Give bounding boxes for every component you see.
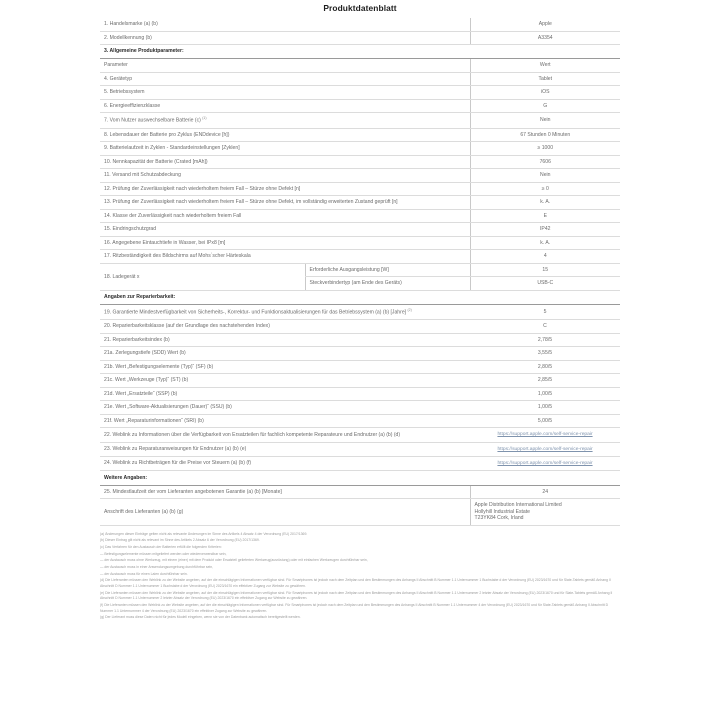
table-row (100, 250, 620, 264)
footnote: (b) Dieser Eintrag gilt nicht als relevant im Sinne des Artikels 2 Absatz 6 der Verordnung (EU) 2017/1369. (100, 538, 260, 543)
row-label: 15. Eindringschutzgrad (100, 223, 470, 237)
table-row (100, 196, 620, 210)
row-label: 23. Weblink zu Reparaturanweisungen für Endnutzer (a) (b) (e) (100, 442, 470, 456)
row-label: 21. Reparierbarkeitsindex (b) (100, 333, 470, 347)
table-row (100, 387, 620, 401)
row-value: G (470, 99, 620, 113)
row-label: 12. Prüfung der Zuverlässigkeit nach wiederholtem freiem Fall – Stürze ohne Defekt [n] (100, 182, 470, 196)
footnote: (e) Die Lieferanten müssen den Weblink zu der Website angeben, auf der die einschlägigen Informationen verfügbar sind. Für Smartphones ist jedoch nach dem Zeitplan und den Bestimmungen des Anhangs II Abschnitt B Nummer 1.1 Unternummer 2 letzter Absatz der Verordnung (EU) 2023/1670 und für Slate-Tablets gemäß Anhang II Abschnitt D Nummer 1.1 Unternummer 2 letzter Absatz der Verordnung (EU) 2023/1670 ein effektiver Zugang zur Website zu gewähren. (100, 590, 613, 601)
row-value: 2,80/5 (470, 360, 620, 374)
footnote: — der Austausch muss in einer Anwendungsumgebung durchführbar sein, (100, 565, 214, 569)
row-label: 16. Angegebene Eintauchtiefe in Wasser, bei IPx8 [m] (100, 236, 470, 250)
supplier-address (470, 499, 620, 526)
row-value: 2,78/5 (470, 333, 620, 347)
row-label: 25. Mindestlaufzeit der vom Lieferanten angebotenen Garantie (a) (b) [Monate] (100, 485, 470, 499)
row-value: ≥ 0 (470, 182, 620, 196)
table-row (100, 305, 620, 320)
table-row (100, 360, 620, 374)
row-value: 5 (470, 305, 620, 320)
row-label: 21f. Wert „Reparaturinformationen“ (SRI) (b) (100, 414, 470, 428)
support-weblink[interactable]: https://support.apple.com/self-service-repair (497, 460, 593, 466)
row-label: 6. Energieeffizienzklasse (100, 99, 470, 113)
row-value: C (470, 320, 620, 334)
supplier-row (100, 499, 620, 526)
row-value: 7606 (470, 155, 620, 169)
row-value (470, 442, 620, 456)
row-value: E (470, 209, 620, 223)
row-label: 10. Nennkapazität der Batterie (Crated [mAh]) (100, 155, 470, 169)
column-header-parameter: Parameter (100, 59, 470, 73)
section-header-repairability (100, 290, 620, 304)
address-line: Hollyhill Industrial Estate (474, 508, 531, 515)
page-title: Produktdatenblatt (323, 3, 397, 13)
footnote: — Befestigungselemente müssen mitgeliefert werden oder wiederverwendbar sein, (100, 551, 227, 556)
row-label: 7. Vom Nutzer auswechselbare Batterie (c) $^{(1)}$ (100, 113, 470, 128)
table-row (100, 86, 620, 100)
table-row (100, 169, 620, 183)
section-label: 3. Allgemeine Produktparameter: (100, 45, 620, 59)
row-value: k. A. (470, 196, 620, 210)
row-label: 21c. Wert „Werkzeuge (Typ)“ (ST) (b) (100, 374, 470, 388)
charger-label: 18. Ladegerät x (100, 263, 305, 290)
table-row (100, 209, 620, 223)
row-value: Nein (470, 113, 620, 128)
table-row (100, 401, 620, 415)
row-label: 4. Gerätetyp (100, 72, 470, 86)
section-label: Weitere Angaben: (100, 471, 620, 485)
row-value: Tablet (470, 72, 620, 86)
footnote: — der Austausch muss ohne Werkzeug, mit einem (einer) mit dem Produkt oder Ersatzteil gelieferten Werkzeug(ausrüstung) oder mit einfachen Werkzeugen durchführbar sein, (100, 558, 368, 563)
table-row (100, 18, 620, 31)
footnote-marker: (2) (407, 308, 412, 313)
table-row (100, 456, 620, 470)
row-value: Nein (470, 169, 620, 183)
table-row (100, 347, 620, 361)
footnote: (c) Das Verfahren für den Austausch der Batterien erfüllt die folgenden Kriterien: (100, 544, 222, 549)
table-row (100, 414, 620, 428)
row-value: k. A. (470, 236, 620, 250)
row-label: 21a. Zerlegungstiefe (SDD) Wert (b) (100, 347, 470, 361)
row-value: A3354 (470, 31, 620, 45)
table-row (100, 31, 620, 45)
row-label: 21d. Wert „Ersatzteile“ (SSP) (b) (100, 387, 470, 401)
footnote: (a) Änderungen dieser Einträge gelten nicht als relevante Änderungen im Sinne des Artikels 4 Absatz 4 der Verordnung (EU) 2017/1369. (100, 531, 308, 536)
row-label: 9. Batterielaufzeit in Zyklen - Standardeinstellungen [Zyklen] (100, 142, 470, 156)
address-line: Apple Distribution International Limited (474, 502, 562, 509)
table-row (100, 374, 620, 388)
row-label: 21b. Wert „Befestigungselemente (Typ)“ (SF) (b) (100, 360, 470, 374)
row-label: 1. Handelsmarke (a) (b) (100, 18, 470, 31)
row-value: 1,00/5 (470, 387, 620, 401)
row-label: 11. Versand mit Schutzabdeckung (100, 169, 470, 183)
row-value: 24 (470, 485, 620, 499)
row-label: 2. Modellkennung (b) (100, 31, 470, 45)
row-label: 17. Ritzbeständigkeit des Bildschirms auf Mohs´scher Härteskala (100, 250, 470, 264)
support-weblink[interactable]: https://support.apple.com/self-service-repair (497, 446, 593, 452)
row-label: 21e. Wert „Software-Aktualisierungen (Dauer)“ (SSU) (b) (100, 401, 470, 415)
charger-sub-label: Erforderliche Ausgangsleistung [W] (305, 263, 470, 277)
column-header-value: Wert (470, 59, 620, 73)
row-label: 19. Garantierte Mindestverfügbarkeit von Sicherheits-, Korrektur- und Funktionsaktualisierungen für das Betriebssystem (a) (b) [Jahre] $^{(2)}$ (100, 305, 470, 320)
datasheet-table (100, 18, 620, 526)
row-value: iOS (470, 86, 620, 100)
row-value (470, 428, 620, 442)
address-line: T23YK84 Cork, Irland (474, 515, 524, 522)
row-value: 2,85/5 (470, 374, 620, 388)
table-row (100, 182, 620, 196)
row-label: 13. Prüfung der Zuverlässigkeit nach wiederholtem freiem Fall – Stürze ohne Defekt, im vollständig erweiterten Zustand geprüft [n] (100, 196, 470, 210)
support-weblink[interactable]: https://support.apple.com/self-service-repair (497, 432, 593, 438)
row-value: 3,55/5 (470, 347, 620, 361)
row-label: 24. Weblink zu Richtbeträgen für die Preise vor Steuern (a) (b) (f) (100, 456, 470, 470)
table-row (100, 485, 620, 499)
row-value: 5,00/5 (470, 414, 620, 428)
row-label: 20. Reparierbarkeitsklasse (auf der Grundlage des nachstehenden Index) (100, 320, 470, 334)
supplier-label: Anschrift des Lieferanten (a) (b) (g) (100, 499, 470, 526)
row-value: IP42 (470, 223, 620, 237)
footnote: — der Austausch muss für einen Laien durchführbar sein. (100, 571, 188, 576)
table-row (100, 155, 620, 169)
row-label: 14. Klasse der Zuverlässigkeit nach wiederholtem freiem Fall (100, 209, 470, 223)
row-value: ≥ 1000 (470, 142, 620, 156)
charger-sub-value: USB-C (470, 277, 620, 291)
column-header-row (100, 59, 620, 73)
footnotes-block (100, 532, 620, 621)
table-row (100, 263, 620, 277)
table-row (100, 428, 620, 442)
charger-sub-value: 15 (470, 263, 620, 277)
table-row (100, 442, 620, 456)
table-row (100, 72, 620, 86)
table-row (100, 113, 620, 128)
row-value: 1,00/5 (470, 401, 620, 415)
row-value: Apple (470, 18, 620, 31)
section-label: Angaben zur Reparierbarkeit: (100, 290, 620, 304)
footnote: (d) Die Lieferanten müssen den Weblink zu der Website angeben, auf der die einschlägigen Informationen verfügbar sind. Für Smartphones ist jedoch nach dem Zeitplan und den Bestimmungen des Anhangs II Abschnitt B Nummer 1.1 Unternummer 1 Buchstabe d der Verordnung (EU) 2023/1670 und für Slate-Tablets gemäß Anhang II Abschnitt D Nummer 1.1 Unternummer 1 Buchstabe d der Verordnung (EU) 2023/1670 ein effektiver Zugang zur Website zu gewähren. (100, 578, 611, 588)
table-row (100, 223, 620, 237)
section-header-general (100, 45, 620, 59)
table-row (100, 142, 620, 156)
section-header-further (100, 471, 620, 485)
row-label: 5. Betriebssystem (100, 86, 470, 100)
row-value (470, 456, 620, 470)
footnote: (f) Die Lieferanten müssen den Weblink zu der Website angeben, auf der die einschlägigen Informationen verfügbar sind. Für Smartphones ist jedoch nach dem Zeitplan und den Bestimmungen des Anhangs II Abschnitt B Nummer 1.1 Unternummer 4 der Verordnung (EU) 2023/1670 und für Slate-Tablets gemäß Anhang II Abschnitt D Nummer 1.1 Unternummer 4 der Verordnung (EU) 2023/1670 ein effektiver Zugang zur Website zu gewähren. (100, 602, 609, 613)
table-row (100, 99, 620, 113)
row-label: 22. Weblink zu Informationen über die Verfügbarkeit von Ersatzteilen für fachlich kompetente Reparateure und Endnutzer (a) (b) (d) (100, 428, 470, 442)
charger-sub-label: Steckverbindertyp (am Ende des Geräts) (305, 277, 470, 291)
row-label: 8. Lebensdauer der Batterie pro Zyklus (ENDdevice [h]) (100, 128, 470, 142)
row-value: 4 (470, 250, 620, 264)
table-row (100, 128, 620, 142)
table-row (100, 320, 620, 334)
row-value: 67 Stunden 0 Minuten (470, 128, 620, 142)
footnote: (g) Der Lieferant muss diese Daten nicht für jedes Modell eingeben, wenn sie von der Datenbank automatisch bereitgestellt werden. (100, 615, 301, 620)
table-row (100, 333, 620, 347)
table-row (100, 236, 620, 250)
footnote-marker: (1) (202, 116, 207, 121)
